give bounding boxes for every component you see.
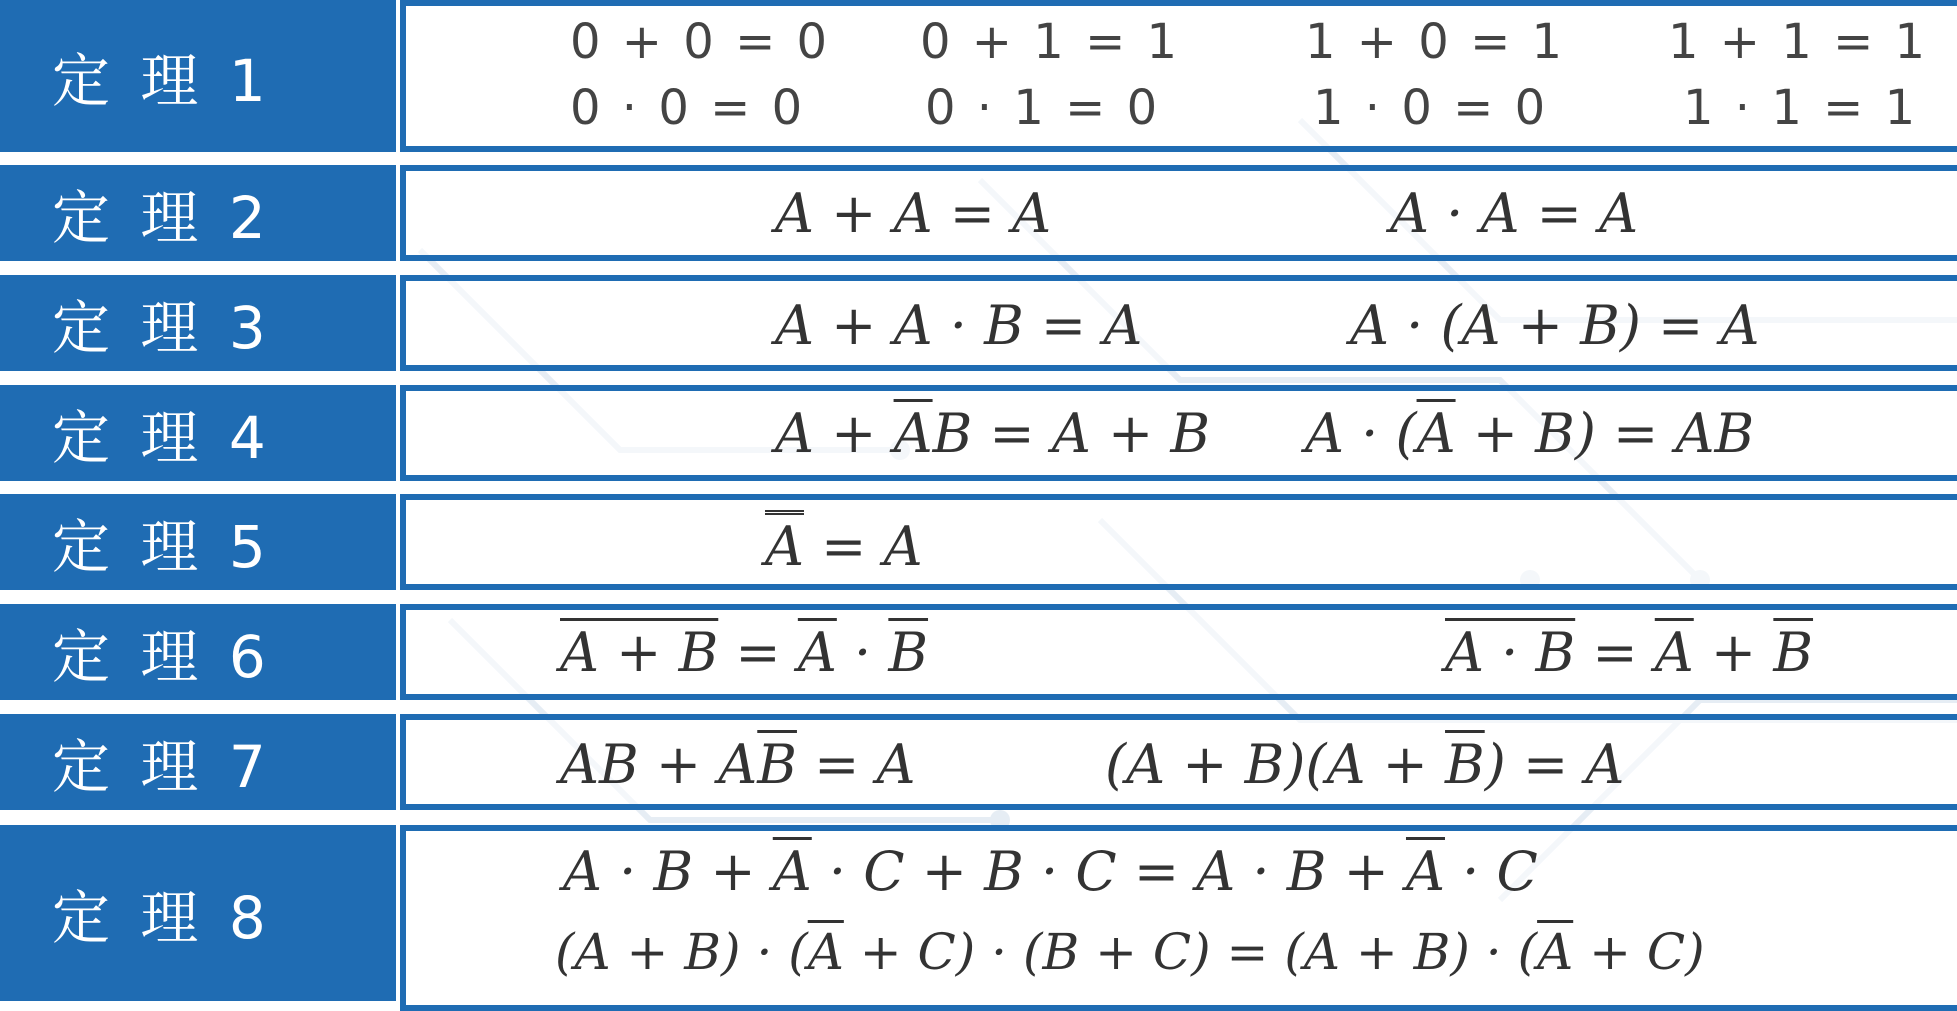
theorem-2-label: 定 理 2: [0, 165, 396, 261]
t7-formula-1: AB + $A\overline{B} = A$: [560, 733, 916, 796]
theorem-1-row: [0, 0, 1957, 152]
t2-formula-2: A · A = A: [1390, 182, 1639, 245]
t4-not-a: $\overline{A}$: [893, 402, 933, 465]
theorem-5-panel: [400, 494, 1957, 590]
t4-formula-1: $A + \overline{A}B = A + B$: [775, 402, 1211, 465]
t1-mul-2: 0 · 1 = 0: [925, 80, 1161, 136]
t7-formula-2: $(A + B)(A + \overline{B}) = A$: [1105, 733, 1625, 796]
t6-formula-1: $A + B = \overline{A} \cdot \overline{B}$: [560, 621, 929, 684]
theorem-8-row: [0, 825, 1957, 1001]
theorem-7-label: 定 理 7: [0, 714, 396, 810]
t1-mul-1: 0 · 0 = 0: [570, 80, 806, 136]
t1-add-1: 0 + 0 = 0: [570, 14, 831, 70]
t1-mul-3: 1 · 0 = 0: [1313, 80, 1549, 136]
theorem-3-label: 定 理 3: [0, 275, 396, 371]
theorem-2-row: [0, 165, 1957, 261]
theorem-2-panel: [400, 165, 1957, 261]
theorem-4-label: 定 理 4: [0, 385, 396, 481]
theorem-3-row: [0, 275, 1957, 371]
t6-formula-2: $A \cdot B = \overline{A} + \overline{B}$: [1445, 621, 1814, 684]
theorem-1-label: 定 理 1: [0, 0, 396, 152]
t3-formula-1: A + A · B = A: [775, 294, 1143, 357]
t8-formula-1: $A \cdot B + \overline{A} \cdot C + B \cdot C = A \cdot B + \overline{A} \cdot C$: [563, 840, 1538, 903]
t5-formula: A = A: [765, 515, 923, 578]
t1-add-4: 1 + 1 = 1: [1668, 14, 1929, 70]
t1-mul-4: 1 · 1 = 1: [1683, 80, 1919, 136]
t4-formula-2: $A \cdot (\overline{A} + B)$ = AB: [1305, 402, 1755, 465]
theorem-5-row: [0, 494, 1957, 590]
t1-add-2: 0 + 1 = 1: [920, 14, 1181, 70]
theorem-6-row: [0, 604, 1957, 700]
t1-add-3: 1 + 0 = 1: [1305, 14, 1566, 70]
t8-formula-2: $(A + B) \cdot (\overline{A} + C) \cdot (B + C) = (A + B) \cdot (\overline{A} + C)$: [555, 923, 1705, 981]
t5-double-not-a: A: [765, 515, 804, 578]
theorem-5-label: 定 理 5: [0, 494, 396, 590]
t2-formula-1: A + A = A: [775, 182, 1052, 245]
theorem-6-label: 定 理 6: [0, 604, 396, 700]
t3-formula-2: A · (A + B) = A: [1350, 294, 1760, 357]
theorem-4-row: [0, 385, 1957, 481]
theorem-8-label: 定 理 8: [0, 825, 396, 1001]
theorem-7-row: [0, 714, 1957, 810]
t4-not-a-2: $\overline{A}$: [1416, 402, 1456, 465]
